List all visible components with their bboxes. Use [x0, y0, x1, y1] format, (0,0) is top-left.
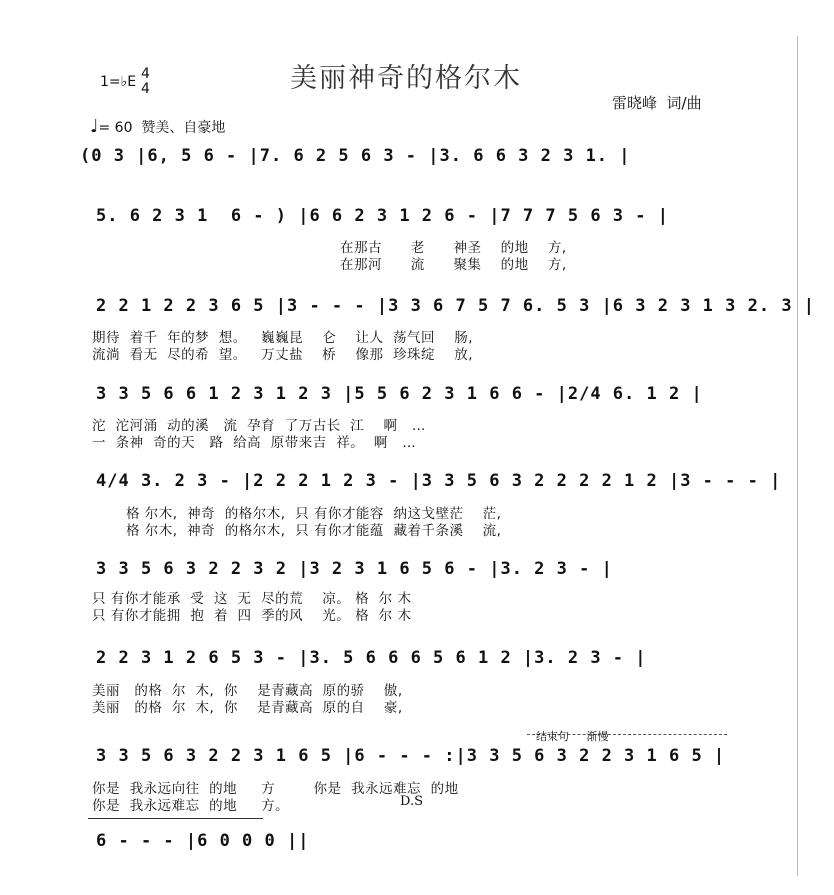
music-line: 3 3 5 6 3 2 2 3 2 |3 2 3 1 6 5 6 - |3. 2 3 - |: [96, 559, 613, 579]
tempo-expression: 赞美、自豪地: [141, 120, 226, 136]
author-credit: 雷晓峰 词/曲: [612, 94, 702, 112]
volta-bracket: [88, 818, 263, 819]
music-line: (0 3 |6, 5 6 - |7. 6 2 5 6 3 - |3. 6 6 3 2 3 1. |: [80, 146, 631, 166]
quarter-note-icon: ♩: [90, 116, 99, 137]
music-line: 3 3 5 6 6 1 2 3 1 2 3 |5 5 6 2 3 1 6 6 - |2/4 6. 1 2 |: [96, 384, 703, 404]
tempo-value: = 60: [98, 120, 133, 136]
lyric-line: 只 有你才能拥 抱 着 四 季的风 光。 格 尔 木: [92, 608, 412, 624]
lyric-line: 在那古 老 神圣 的地 方,: [340, 240, 567, 256]
tempo-marking: [90, 116, 225, 137]
lyric-line: 期待 着千 年的梦 想。 巍巍昆 仑 让人 荡气回 肠,: [92, 330, 473, 346]
lyric-line: 格 尔木, 神奇 的格尔木, 只 有你才能蕴 藏着千条溪 流,: [126, 523, 502, 539]
page-right-border: [797, 36, 798, 876]
lyric-line: 美丽 的格 尔 木, 你 是青藏高 原的自 豪,: [92, 700, 403, 716]
music-line: 5. 6 2 3 1 6 - ) |6 6 2 3 1 2 6 - |7 7 7 5 6 3 - |: [96, 206, 669, 226]
lyric-line: 美丽 的格 尔 木, 你 是青藏高 原的骄 傲,: [92, 683, 403, 699]
music-line: 4/4 3. 2 3 - |2 2 2 1 2 3 - |3 3 5 6 3 2 2 2 2 1 2 |3 - - - |: [96, 471, 782, 491]
lyric-line: 只 有你才能承 受 这 无 尽的荒 凉。 格 尔 木: [92, 591, 412, 607]
ending-label: 结束句 渐慢: [536, 730, 609, 743]
music-line: 2 2 3 1 2 6 5 3 - |3. 5 6 6 6 5 6 1 2 |3. 2 3 - |: [96, 648, 647, 668]
time-sig-den: 4: [141, 81, 150, 97]
lyric-line: 一 条神 奇的天 路 给高 原带来吉 祥。 啊 …: [92, 435, 417, 451]
key-signature: 1=♭E: [100, 74, 137, 90]
music-line: 3 3 5 6 3 2 2 3 1 6 5 |6 - - - :|3 3 5 6 3 2 2 3 1 6 5 |: [96, 746, 726, 766]
lyric-line: 流淌 看无 尽的希 望。 万丈盐 桥 像那 珍珠绽 放,: [92, 347, 473, 363]
lyric-line: 格 尔木, 神奇 的格尔木, 只 有你才能容 纳这戈壁茫 茫,: [126, 506, 502, 522]
dal-segno-mark: D.S: [400, 794, 423, 809]
music-line: 2 2 1 2 2 3 6 5 |3 - - - |3 3 6 7 5 7 6. 5 3 |6 3 2 3 1 3 2. 3 |: [96, 296, 816, 316]
time-sig-num: 4: [141, 66, 150, 82]
lyric-line: 在那河 流 聚集 的地 方,: [340, 257, 567, 273]
song-title: 美丽神奇的格尔木: [290, 63, 522, 94]
lyric-line: 你是 我永远向往 的地 方 你是 我永远难忘 的地: [92, 781, 459, 797]
time-signature: [141, 67, 150, 97]
lyric-line: 沱 沱河涌 动的溪 流 孕育 了万古长 江 啊 …: [92, 418, 426, 434]
lyric-line: 你是 我永远难忘 的地 方。: [92, 798, 290, 814]
music-line: 6 - - - |6 0 0 0 ||: [96, 831, 310, 851]
